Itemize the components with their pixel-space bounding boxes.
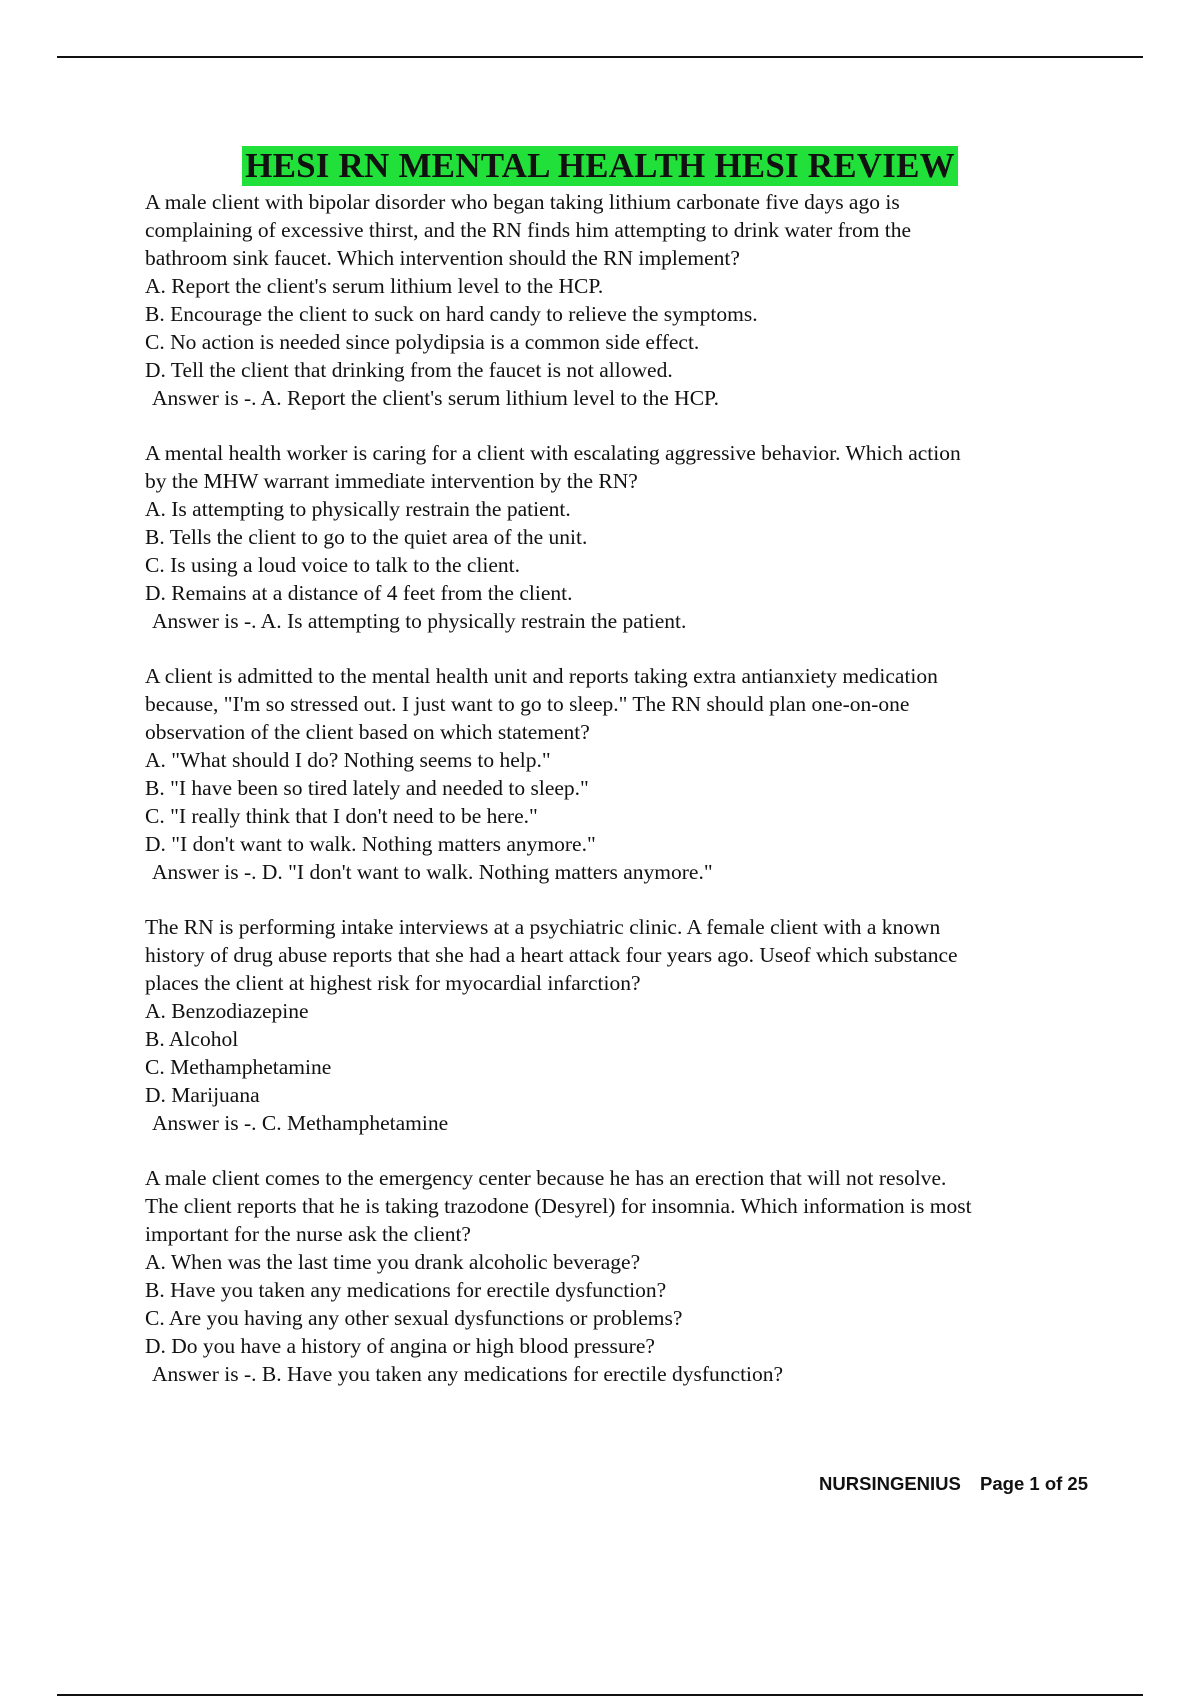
answer-option: B. "I have been so tired lately and needed to sleep." [145,776,589,800]
answer-option: A. Is attempting to physically restrain the patient. [145,497,571,521]
answer-option: A. Report the client's serum lithium level to the HCP. [145,274,604,298]
stem-line: The client reports that he is taking trazodone (Desyrel) for insomnia. Which information is most [145,1194,972,1218]
answer-option: C. Methamphetamine [145,1055,332,1079]
stem-line: by the MHW warrant immediate intervention by the RN? [145,469,638,493]
stem-line: A male client comes to the emergency center because he has an erection that will not resolve. [145,1166,947,1190]
answer-option: D. Remains at a distance of 4 feet from the client. [145,581,573,605]
stem-line: A male client with bipolar disorder who began taking lithium carbonate five days ago is [145,190,900,214]
question-list [145,188,1095,1415]
page-number: Page 1 of 25 [980,1473,1088,1494]
answer-option: C. Is using a loud voice to talk to the client. [145,553,520,577]
question-item [145,1164,1095,1388]
answer-option: D. "I don't want to walk. Nothing matters anymore." [145,832,596,856]
stem-line: complaining of excessive thirst, and the RN finds him attempting to drink water from the [145,218,912,242]
answer-option: B. Tells the client to go to the quiet area of the unit. [145,525,588,549]
footer-brand: NURSINGENIUS [819,1473,961,1494]
correct-answer: Answer is -. A. Is attempting to physically restrain the patient. [152,609,687,633]
answer-option: B. Alcohol [145,1027,239,1051]
question-stem [145,913,1095,997]
stem-line: observation of the client based on which statement? [145,720,590,744]
question-stem [145,662,1095,746]
answer-option: D. Tell the client that drinking from the faucet is not allowed. [145,358,673,382]
question-stem [145,188,1095,272]
answer-option: A. When was the last time you drank alcoholic beverage? [145,1250,641,1274]
top-rule [57,56,1143,58]
answer-option: B. Have you taken any medications for erectile dysfunction? [145,1278,667,1302]
stem-line: A mental health worker is caring for a client with escalating aggressive behavior. Which action [145,441,961,465]
answer-option: B. Encourage the client to suck on hard candy to relieve the symptoms. [145,302,758,326]
question-stem [145,1164,1095,1248]
document-title: HESI RN MENTAL HEALTH HESI REVIEW [242,146,958,186]
correct-answer: Answer is -. D. "I don't want to walk. Nothing matters anymore." [152,860,713,884]
stem-line: bathroom sink faucet. Which intervention should the RN implement? [145,246,740,270]
question-stem [145,439,1095,495]
stem-line: because, "I'm so stressed out. I just want to go to sleep." The RN should plan one-on-one [145,692,910,716]
title-container [0,146,1200,186]
answer-option: A. Benzodiazepine [145,999,309,1023]
answer-option: C. No action is needed since polydipsia is a common side effect. [145,330,700,354]
page-footer [819,1473,1088,1495]
correct-answer: Answer is -. A. Report the client's serum lithium level to the HCP. [152,386,719,410]
question-item [145,913,1095,1137]
answer-option: D. Marijuana [145,1083,260,1107]
question-item [145,439,1095,635]
answer-option: D. Do you have a history of angina or high blood pressure? [145,1334,655,1358]
stem-line: important for the nurse ask the client? [145,1222,471,1246]
answer-option: C. Are you having any other sexual dysfunctions or problems? [145,1306,683,1330]
bottom-rule [57,1694,1143,1696]
stem-line: The RN is performing intake interviews at a psychiatric clinic. A female client with a known [145,915,941,939]
stem-line: places the client at highest risk for myocardial infarction? [145,971,641,995]
stem-line: A client is admitted to the mental health unit and reports taking extra antianxiety medication [145,664,938,688]
answer-option: A. "What should I do? Nothing seems to help." [145,748,551,772]
correct-answer: Answer is -. B. Have you taken any medications for erectile dysfunction? [152,1362,784,1386]
answer-option: C. "I really think that I don't need to be here." [145,804,538,828]
question-item [145,662,1095,886]
stem-line: history of drug abuse reports that she had a heart attack four years ago. Useof which substance [145,943,958,967]
correct-answer: Answer is -. C. Methamphetamine [152,1111,449,1135]
question-item [145,188,1095,412]
